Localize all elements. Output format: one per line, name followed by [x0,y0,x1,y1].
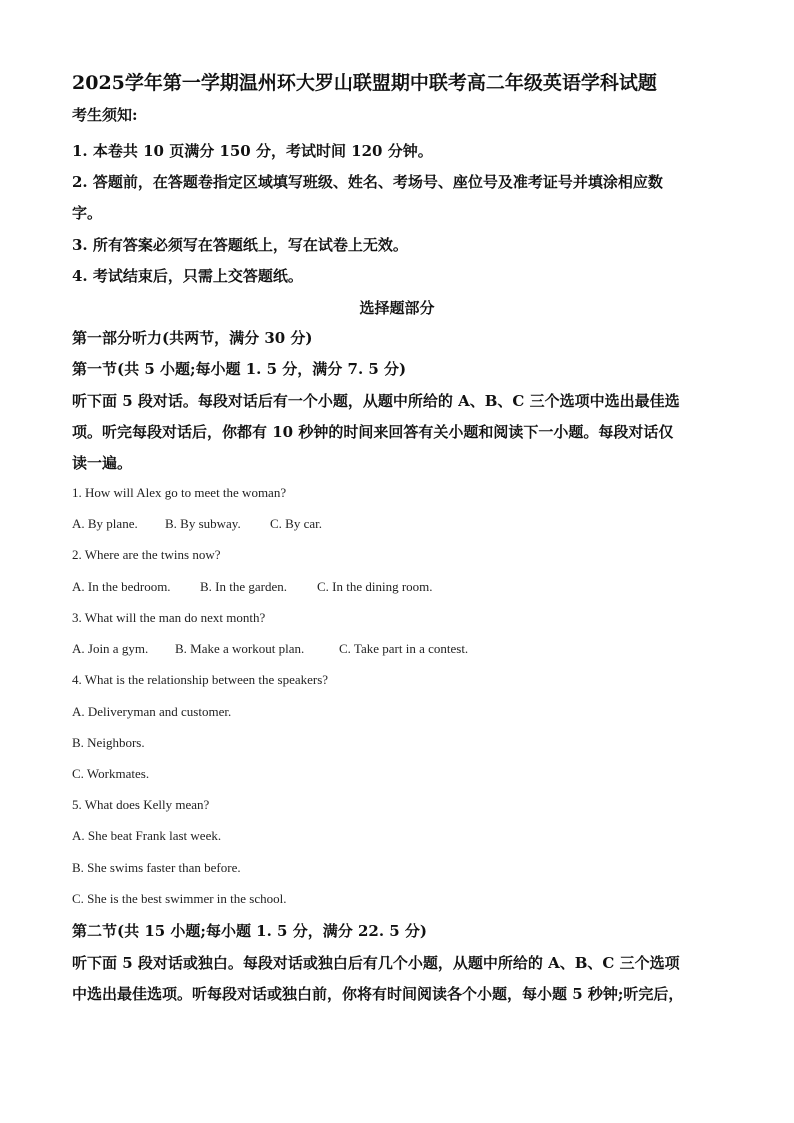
option-b: B. In the garden. [200,579,288,594]
question-3: 3. What will the man do next month? [72,610,266,625]
section1-instruction-1: 听下面 5 段对话。每段对话后有一个小题，从题中所给的 A、B、C 三个选项中选出最佳选 [72,392,680,410]
question-5-option-b: B. She swims faster than before. [72,860,241,875]
question-4-option-b: B. Neighbors. [72,735,145,750]
question-5: 5. What does Kelly mean? [72,797,210,812]
section1-heading: 第一节(共 5 小题;每小题 1. 5 分，满分 7. 5 分) [72,360,407,378]
notice-1: 1. 本卷共 10 页满分 150 分，考试时间 120 分钟。 [72,142,433,160]
option-a: A. By plane. [72,516,138,531]
notice-heading: 考生须知: [72,106,138,124]
section-title: 选择题部分 [359,299,435,317]
question-2-options [72,579,433,595]
section1-instruction-2: 项。听完每段对话后，你都有 10 秒钟的时间来回答有关小题和阅读下一小题。每段对话仅 [72,423,674,441]
question-2: 2. Where are the twins now? [72,547,221,562]
notice-3: 3. 所有答案必须写在答题纸上，写在试卷上无效。 [72,236,408,254]
section2-instruction-1: 听下面 5 段对话或独白。每段对话或独白后有几个小题，从题中所给的 A、B、C 三个选项 [72,954,680,972]
question-4: 4. What is the relationship between the speakers? [72,672,329,687]
question-4-option-a: A. Deliveryman and customer. [72,704,232,719]
notice-2-cont: 字。 [72,204,103,222]
section1-instruction-3: 读一遍。 [72,454,133,472]
part1-heading: 第一部分听力(共两节，满分 30 分) [72,329,313,347]
question-5-option-c: C. She is the best swimmer in the school. [72,891,287,906]
option-a: A. In the bedroom. [72,579,171,594]
notice-2: 2. 答题前，在答题卷指定区域填写班级、姓名、考场号、座位号及准考证号并填涂相应数 [72,173,663,191]
section2-instruction-2: 中选出最佳选项。听每段对话或独白前，你将有时间阅读各个小题，每小题 5 秒钟;听完后， [72,985,684,1003]
option-b: B. Make a workout plan. [175,641,305,656]
option-c: C. By car. [270,516,322,531]
question-1-options [72,516,322,532]
notice-4: 4. 考试结束后，只需上交答题纸。 [72,267,303,285]
question-3-options [72,641,468,657]
option-c: C. Take part in a contest. [339,641,469,656]
exam-title: 2025学年第一学期温州环大罗山联盟期中联考高二年级英语学科试题 [72,72,657,94]
option-c: C. In the dining room. [317,579,433,594]
section2-heading: 第二节(共 15 小题;每小题 1. 5 分，满分 22. 5 分) [72,922,428,940]
question-4-option-c: C. Workmates. [72,766,150,781]
option-b: B. By subway. [165,516,241,531]
option-a: A. Join a gym. [72,641,149,656]
question-5-option-a: A. She beat Frank last week. [72,828,222,843]
question-1: 1. How will Alex go to meet the woman? [72,485,287,500]
